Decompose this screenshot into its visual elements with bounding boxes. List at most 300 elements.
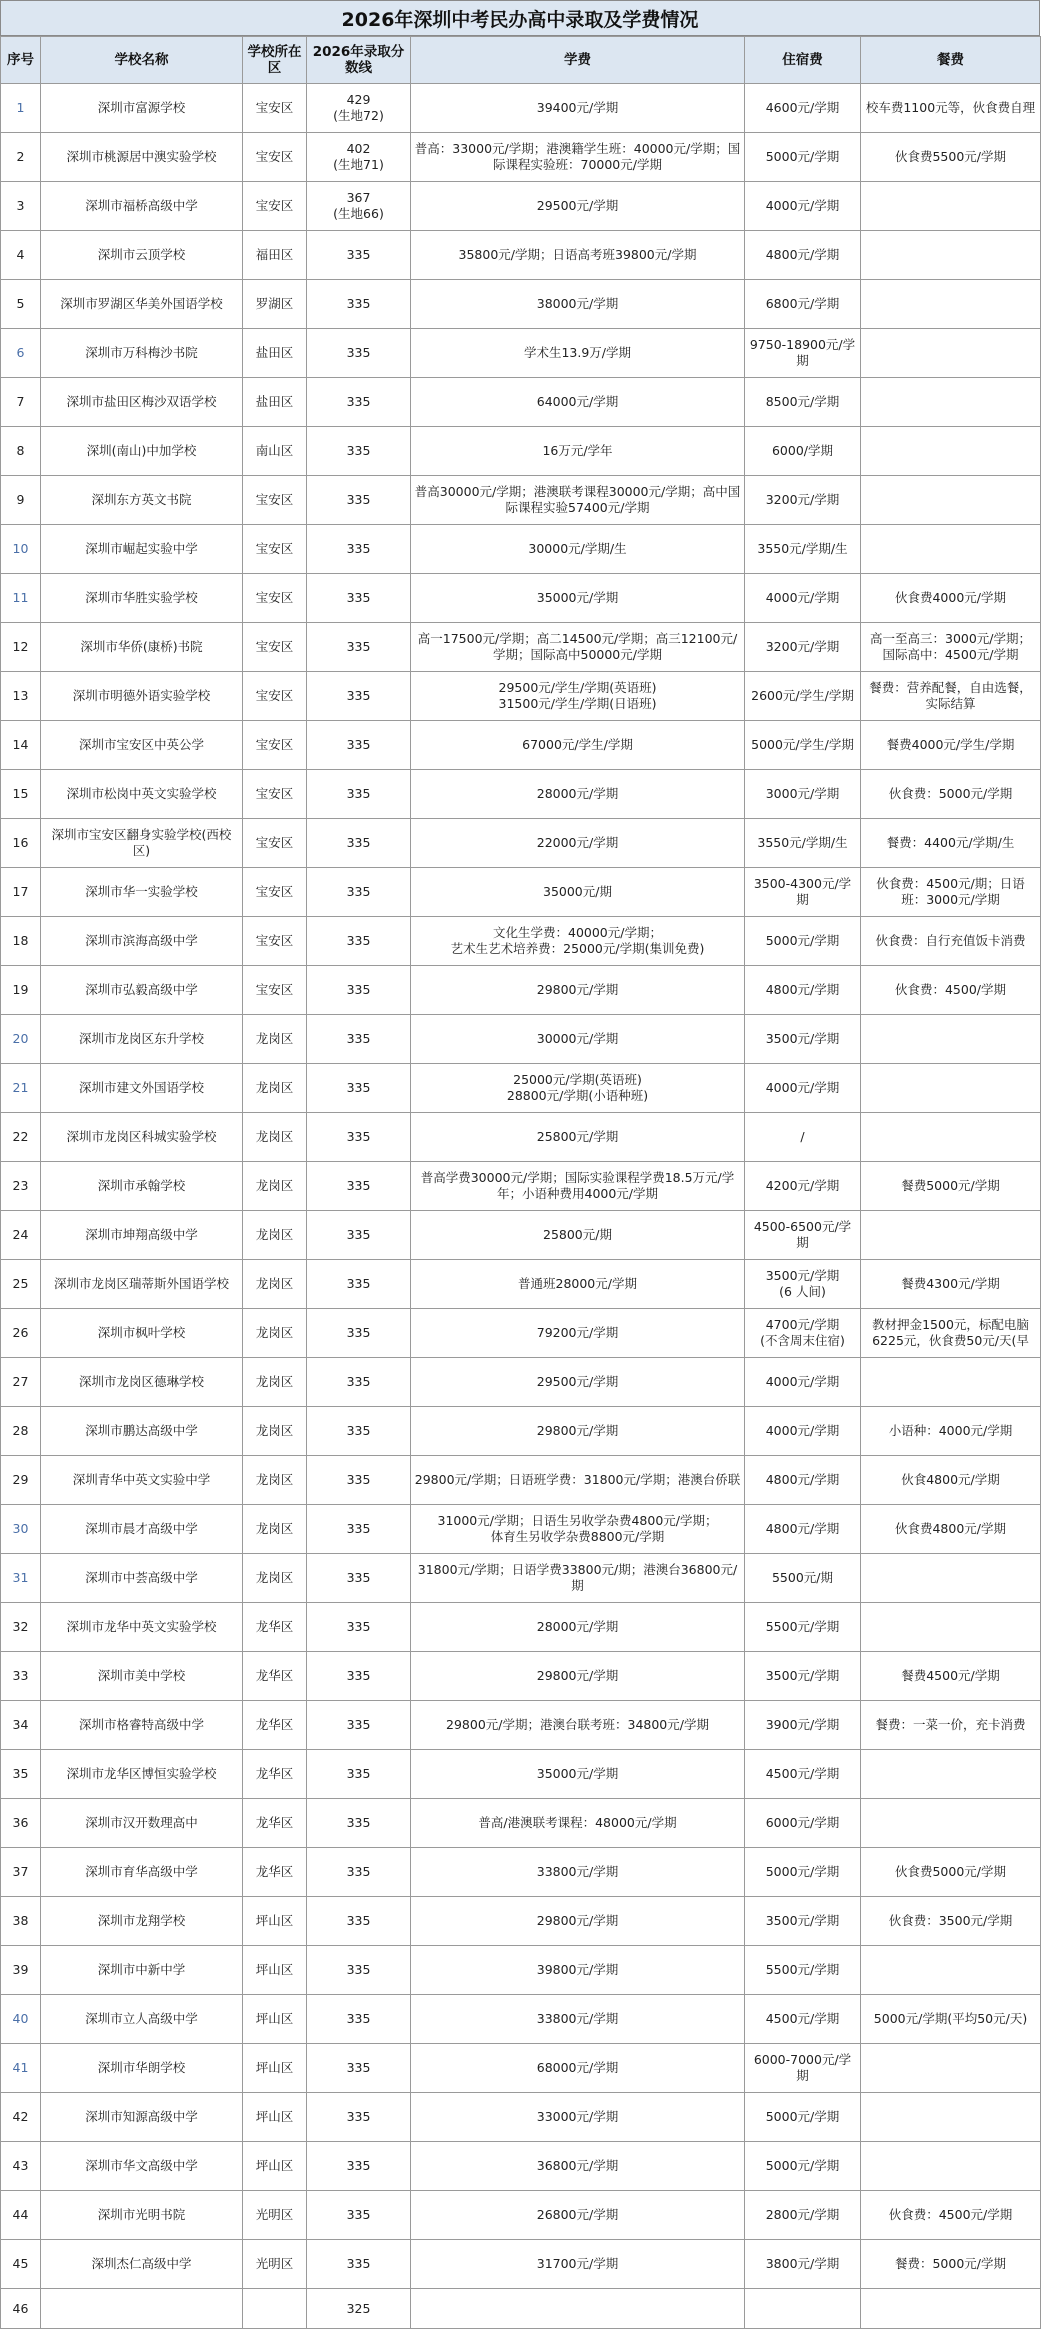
school-name: 深圳市松岗中英文实验学校 <box>41 770 243 819</box>
admission-score: 335 <box>307 2240 411 2289</box>
accommodation-fee: 4500-6500元/学期 <box>745 1211 861 1260</box>
meal-fee <box>861 329 1041 378</box>
tuition-fee: 68000元/学期 <box>411 2044 745 2093</box>
meal-fee <box>861 525 1041 574</box>
admission-score: 335 <box>307 2044 411 2093</box>
tuition-fee: 普高30000元/学期；港澳联考课程30000元/学期；高中国际课程实验57400元/学期 <box>411 476 745 525</box>
row-index: 7 <box>1 378 41 427</box>
table-row <box>1 280 1041 329</box>
school-name: 深圳杰仁高级中学 <box>41 2240 243 2289</box>
header-score: 2026年录取分数线 <box>307 37 411 84</box>
meal-fee: 餐费：4400元/学期/生 <box>861 819 1041 868</box>
row-index: 42 <box>1 2093 41 2142</box>
school-name: 深圳市华胜实验学校 <box>41 574 243 623</box>
admission-score: 335 <box>307 1015 411 1064</box>
admission-score: 335 <box>307 427 411 476</box>
tuition-fee: 79200元/学期 <box>411 1309 745 1358</box>
admission-score: 335 <box>307 672 411 721</box>
row-index: 1 <box>1 84 41 133</box>
meal-fee <box>861 2289 1041 2329</box>
district: 宝安区 <box>243 84 307 133</box>
table-row <box>1 2093 1041 2142</box>
admission-score: 335 <box>307 1309 411 1358</box>
tuition-fee: 29500元/学生/学期(英语班) 31500元/学生/学期(日语班) <box>411 672 745 721</box>
tuition-fee: 普高/港澳联考课程：48000元/学期 <box>411 1799 745 1848</box>
admission-score: 335 <box>307 1113 411 1162</box>
accommodation-fee: 3000元/学期 <box>745 770 861 819</box>
district: 龙岗区 <box>243 1407 307 1456</box>
school-name: 深圳市崛起实验中学 <box>41 525 243 574</box>
meal-fee <box>861 182 1041 231</box>
row-index: 14 <box>1 721 41 770</box>
district: 宝安区 <box>243 133 307 182</box>
meal-fee: 餐费：5000元/学期 <box>861 2240 1041 2289</box>
meal-fee: 伙食费：自行充值饭卡消费 <box>861 917 1041 966</box>
table-row <box>1 1456 1041 1505</box>
tuition-fee: 31800元/学期；日语学费33800元/期；港澳台36800元/期 <box>411 1554 745 1603</box>
district: 龙华区 <box>243 1848 307 1897</box>
tuition-fee: 35000元/学期 <box>411 1750 745 1799</box>
meal-fee <box>861 427 1041 476</box>
row-index: 11 <box>1 574 41 623</box>
school-name: 深圳市枫叶学校 <box>41 1309 243 1358</box>
admission-score: 335 <box>307 819 411 868</box>
district: 宝安区 <box>243 868 307 917</box>
table-body <box>1 84 1041 2329</box>
header-tuition: 学费 <box>411 37 745 84</box>
meal-fee: 伙食费4800元/学期 <box>861 1505 1041 1554</box>
meal-fee <box>861 1750 1041 1799</box>
district: 坪山区 <box>243 1995 307 2044</box>
accommodation-fee: 4000元/学期 <box>745 182 861 231</box>
tuition-fee: 29800元/学期 <box>411 1652 745 1701</box>
accommodation-fee: 6000元/学期 <box>745 1799 861 1848</box>
school-name <box>41 2289 243 2329</box>
accommodation-fee: 5000元/学生/学期 <box>745 721 861 770</box>
tuition-fee: 高一17500元/学期；高二14500元/学期；高三12100元/学期；国际高中50000元/学期 <box>411 623 745 672</box>
tuition-fee: 30000元/学期 <box>411 1015 745 1064</box>
row-index: 8 <box>1 427 41 476</box>
tuition-fee: 38000元/学期 <box>411 280 745 329</box>
district: 龙岗区 <box>243 1554 307 1603</box>
district: 龙岗区 <box>243 1211 307 1260</box>
header-meal: 餐费 <box>861 37 1041 84</box>
meal-fee <box>861 1946 1041 1995</box>
school-name: 深圳市坤翔高级中学 <box>41 1211 243 1260</box>
table-row <box>1 1407 1041 1456</box>
school-name: 深圳(南山)中加学校 <box>41 427 243 476</box>
school-name: 深圳市龙岗区东升学校 <box>41 1015 243 1064</box>
district: 宝安区 <box>243 917 307 966</box>
table-row <box>1 917 1041 966</box>
school-name: 深圳市盐田区梅沙双语学校 <box>41 378 243 427</box>
district: 龙岗区 <box>243 1505 307 1554</box>
meal-fee <box>861 280 1041 329</box>
district: 宝安区 <box>243 770 307 819</box>
district: 龙华区 <box>243 1799 307 1848</box>
admission-score: 335 <box>307 1407 411 1456</box>
district: 龙岗区 <box>243 1456 307 1505</box>
row-index: 27 <box>1 1358 41 1407</box>
row-index: 37 <box>1 1848 41 1897</box>
row-index: 2 <box>1 133 41 182</box>
school-name: 深圳市育华高级中学 <box>41 1848 243 1897</box>
tuition-fee: 31700元/学期 <box>411 2240 745 2289</box>
row-index: 9 <box>1 476 41 525</box>
tuition-fee: 学术生13.9万/学期 <box>411 329 745 378</box>
school-name: 深圳市弘毅高级中学 <box>41 966 243 1015</box>
table-row <box>1 574 1041 623</box>
tuition-fee: 36800元/学期 <box>411 2142 745 2191</box>
meal-fee <box>861 2142 1041 2191</box>
admission-score: 335 <box>307 623 411 672</box>
school-name: 深圳市汉开数理高中 <box>41 1799 243 1848</box>
admission-score: 335 <box>307 1358 411 1407</box>
table-row <box>1 966 1041 1015</box>
tuition-fee: 31000元/学期；日语生另收学杂费4800元/学期； 体育生另收学杂费8800元/学期 <box>411 1505 745 1554</box>
district: 龙华区 <box>243 1750 307 1799</box>
admission-score: 335 <box>307 966 411 1015</box>
table-row <box>1 1309 1041 1358</box>
school-name: 深圳市光明书院 <box>41 2191 243 2240</box>
row-index: 21 <box>1 1064 41 1113</box>
row-index: 13 <box>1 672 41 721</box>
header-district: 学校所在区 <box>243 37 307 84</box>
meal-fee: 伙食费：4500元/期；日语班：3000元/学期 <box>861 868 1041 917</box>
accommodation-fee: 3500-4300元/学期 <box>745 868 861 917</box>
tuition-fee: 29800元/学期 <box>411 1897 745 1946</box>
admission-score: 335 <box>307 231 411 280</box>
admission-score: 335 <box>307 574 411 623</box>
row-index: 20 <box>1 1015 41 1064</box>
district: 宝安区 <box>243 476 307 525</box>
district: 坪山区 <box>243 2093 307 2142</box>
table-row <box>1 1211 1041 1260</box>
accommodation-fee: 3500元/学期 <box>745 1652 861 1701</box>
tuition-fee: 29800元/学期 <box>411 1407 745 1456</box>
tuition-fee: 29800元/学期；日语班学费：31800元/学期；港澳台侨联 <box>411 1456 745 1505</box>
row-index: 39 <box>1 1946 41 1995</box>
table-row <box>1 1799 1041 1848</box>
district: 宝安区 <box>243 525 307 574</box>
accommodation-fee: 3900元/学期 <box>745 1701 861 1750</box>
school-name: 深圳市格睿特高级中学 <box>41 1701 243 1750</box>
tuition-table <box>0 36 1041 2329</box>
tuition-fee: 30000元/学期/生 <box>411 525 745 574</box>
table-row <box>1 427 1041 476</box>
school-name: 深圳市宝安区中英公学 <box>41 721 243 770</box>
table-row <box>1 525 1041 574</box>
district: 龙岗区 <box>243 1162 307 1211</box>
school-name: 深圳市华文高级中学 <box>41 2142 243 2191</box>
tuition-fee: 28000元/学期 <box>411 770 745 819</box>
tuition-fee: 33800元/学期 <box>411 1995 745 2044</box>
district: 龙岗区 <box>243 1260 307 1309</box>
accommodation-fee: 4200元/学期 <box>745 1162 861 1211</box>
accommodation-fee: 3800元/学期 <box>745 2240 861 2289</box>
table-row <box>1 476 1041 525</box>
meal-fee: 5000元/学期(平均50元/天) <box>861 1995 1041 2044</box>
admission-score: 335 <box>307 476 411 525</box>
accommodation-fee: 4500元/学期 <box>745 1750 861 1799</box>
admission-score: 335 <box>307 1701 411 1750</box>
admission-score: 335 <box>307 1505 411 1554</box>
meal-fee: 校车费1100元等，伙食费自理 <box>861 84 1041 133</box>
row-index: 33 <box>1 1652 41 1701</box>
accommodation-fee: 2600元/学生/学期 <box>745 672 861 721</box>
table-row <box>1 84 1041 133</box>
meal-fee <box>861 476 1041 525</box>
row-index: 18 <box>1 917 41 966</box>
meal-fee: 餐费4000元/学生/学期 <box>861 721 1041 770</box>
school-name: 深圳市知源高级中学 <box>41 2093 243 2142</box>
district: 宝安区 <box>243 182 307 231</box>
admission-score: 335 <box>307 525 411 574</box>
accommodation-fee: / <box>745 1113 861 1162</box>
accommodation-fee: 3200元/学期 <box>745 476 861 525</box>
admission-score: 335 <box>307 2191 411 2240</box>
row-index: 34 <box>1 1701 41 1750</box>
school-name: 深圳市美中学校 <box>41 1652 243 1701</box>
tuition-fee: 16万元/学年 <box>411 427 745 476</box>
accommodation-fee: 5000元/学期 <box>745 133 861 182</box>
school-name: 深圳市明德外语实验学校 <box>41 672 243 721</box>
table-title: 2026年深圳中考民办高中录取及学费情况 <box>0 0 1040 36</box>
school-name: 深圳市福桥高级中学 <box>41 182 243 231</box>
row-index: 40 <box>1 1995 41 2044</box>
district: 龙华区 <box>243 1701 307 1750</box>
district: 宝安区 <box>243 623 307 672</box>
row-index: 22 <box>1 1113 41 1162</box>
admission-score: 335 <box>307 1652 411 1701</box>
meal-fee <box>861 1358 1041 1407</box>
row-index: 12 <box>1 623 41 672</box>
accommodation-fee: 3500元/学期 <box>745 1015 861 1064</box>
table-row <box>1 2191 1041 2240</box>
district: 光明区 <box>243 2191 307 2240</box>
table-row <box>1 1897 1041 1946</box>
meal-fee: 教材押金1500元，标配电脑6225元，伙食费50元/天(早 <box>861 1309 1041 1358</box>
row-index: 29 <box>1 1456 41 1505</box>
school-name: 深圳市龙华中英文实验学校 <box>41 1603 243 1652</box>
district: 南山区 <box>243 427 307 476</box>
admission-score: 335 <box>307 1064 411 1113</box>
table-row <box>1 329 1041 378</box>
school-name: 深圳市立人高级中学 <box>41 1995 243 2044</box>
school-name: 深圳市龙岗区科城实验学校 <box>41 1113 243 1162</box>
school-name: 深圳市中荟高级中学 <box>41 1554 243 1603</box>
admission-score: 335 <box>307 2142 411 2191</box>
accommodation-fee: 8500元/学期 <box>745 378 861 427</box>
tuition-fee: 33000元/学期 <box>411 2093 745 2142</box>
row-index: 41 <box>1 2044 41 2093</box>
table-row <box>1 1505 1041 1554</box>
school-name: 深圳市云顶学校 <box>41 231 243 280</box>
accommodation-fee: 4000元/学期 <box>745 1064 861 1113</box>
accommodation-fee: 4800元/学期 <box>745 231 861 280</box>
district: 宝安区 <box>243 574 307 623</box>
table-row <box>1 2240 1041 2289</box>
admission-score: 429 (生地72) <box>307 84 411 133</box>
tuition-fee: 39400元/学期 <box>411 84 745 133</box>
table-row <box>1 1064 1041 1113</box>
tuition-fee: 文化生学费：40000元/学期； 艺术生艺术培养费：25000元/学期(集训免费) <box>411 917 745 966</box>
row-index: 30 <box>1 1505 41 1554</box>
table-row <box>1 182 1041 231</box>
admission-score: 335 <box>307 1554 411 1603</box>
accommodation-fee: 3500元/学期 (6 人间) <box>745 1260 861 1309</box>
row-index: 43 <box>1 2142 41 2191</box>
meal-fee: 伙食费：3500元/学期 <box>861 1897 1041 1946</box>
accommodation-fee: 4500元/学期 <box>745 1995 861 2044</box>
table-row <box>1 133 1041 182</box>
district: 光明区 <box>243 2240 307 2289</box>
meal-fee: 餐费5000元/学期 <box>861 1162 1041 1211</box>
row-index: 38 <box>1 1897 41 1946</box>
meal-fee: 伙食费：5000元/学期 <box>861 770 1041 819</box>
accommodation-fee: 5500元/学期 <box>745 1603 861 1652</box>
meal-fee: 餐费4500元/学期 <box>861 1652 1041 1701</box>
accommodation-fee: 6800元/学期 <box>745 280 861 329</box>
accommodation-fee: 5000元/学期 <box>745 2093 861 2142</box>
tuition-fee: 22000元/学期 <box>411 819 745 868</box>
header-school-name: 学校名称 <box>41 37 243 84</box>
row-index: 23 <box>1 1162 41 1211</box>
table-row <box>1 623 1041 672</box>
table-row <box>1 868 1041 917</box>
district: 坪山区 <box>243 1897 307 1946</box>
meal-fee: 伙食费：4500元/学期 <box>861 2191 1041 2240</box>
school-name: 深圳市万科梅沙书院 <box>41 329 243 378</box>
meal-fee <box>861 2093 1041 2142</box>
school-name: 深圳市罗湖区华美外国语学校 <box>41 280 243 329</box>
school-name: 深圳市龙翔学校 <box>41 1897 243 1946</box>
district: 坪山区 <box>243 2044 307 2093</box>
row-index: 46 <box>1 2289 41 2329</box>
accommodation-fee: 2800元/学期 <box>745 2191 861 2240</box>
accommodation-fee: 6000-7000元/学期 <box>745 2044 861 2093</box>
row-index: 35 <box>1 1750 41 1799</box>
accommodation-fee: 4000元/学期 <box>745 574 861 623</box>
district: 坪山区 <box>243 2142 307 2191</box>
school-name: 深圳市中新中学 <box>41 1946 243 1995</box>
meal-fee: 伙食费5500元/学期 <box>861 133 1041 182</box>
district: 龙岗区 <box>243 1064 307 1113</box>
tuition-fee: 67000元/学生/学期 <box>411 721 745 770</box>
row-index: 6 <box>1 329 41 378</box>
row-index: 5 <box>1 280 41 329</box>
school-name: 深圳市富源学校 <box>41 84 243 133</box>
accommodation-fee: 6000/学期 <box>745 427 861 476</box>
meal-fee <box>861 1211 1041 1260</box>
tuition-fee: 29800元/学期 <box>411 966 745 1015</box>
row-index: 24 <box>1 1211 41 1260</box>
district: 宝安区 <box>243 819 307 868</box>
accommodation-fee: 5000元/学期 <box>745 917 861 966</box>
school-name: 深圳市龙岗区瑞蒂斯外国语学校 <box>41 1260 243 1309</box>
admission-score: 335 <box>307 1211 411 1260</box>
admission-score: 335 <box>307 917 411 966</box>
accommodation-fee: 4800元/学期 <box>745 1456 861 1505</box>
district: 宝安区 <box>243 721 307 770</box>
table-row <box>1 1015 1041 1064</box>
admission-score: 335 <box>307 1750 411 1799</box>
accommodation-fee <box>745 2289 861 2329</box>
tuition-fee: 29500元/学期 <box>411 1358 745 1407</box>
accommodation-fee: 4000元/学期 <box>745 1358 861 1407</box>
meal-fee <box>861 231 1041 280</box>
district: 龙岗区 <box>243 1113 307 1162</box>
accommodation-fee: 4700元/学期 (不含周末住宿) <box>745 1309 861 1358</box>
school-name: 深圳市桃源居中澳实验学校 <box>41 133 243 182</box>
meal-fee <box>861 378 1041 427</box>
tuition-fee: 28000元/学期 <box>411 1603 745 1652</box>
district: 福田区 <box>243 231 307 280</box>
table-row <box>1 1358 1041 1407</box>
table-row <box>1 1750 1041 1799</box>
district: 宝安区 <box>243 966 307 1015</box>
row-index: 4 <box>1 231 41 280</box>
accommodation-fee: 5000元/学期 <box>745 2142 861 2191</box>
header-row <box>1 37 1041 84</box>
accommodation-fee: 3550元/学期/生 <box>745 819 861 868</box>
school-name: 深圳市鹏达高级中学 <box>41 1407 243 1456</box>
tuition-fee: 25800元/期 <box>411 1211 745 1260</box>
accommodation-fee: 3200元/学期 <box>745 623 861 672</box>
header-index: 序号 <box>1 37 41 84</box>
table-row <box>1 672 1041 721</box>
district: 龙华区 <box>243 1603 307 1652</box>
row-index: 28 <box>1 1407 41 1456</box>
admission-score: 335 <box>307 2093 411 2142</box>
tuition-fee: 普高学费30000元/学期；国际实验课程学费18.5万元/学年；小语种费用4000元/学期 <box>411 1162 745 1211</box>
meal-fee: 小语种：4000元/学期 <box>861 1407 1041 1456</box>
row-index: 25 <box>1 1260 41 1309</box>
admission-score: 335 <box>307 1162 411 1211</box>
admission-score: 335 <box>307 1946 411 1995</box>
tuition-fee: 35000元/期 <box>411 868 745 917</box>
row-index: 44 <box>1 2191 41 2240</box>
table-row <box>1 1113 1041 1162</box>
row-index: 26 <box>1 1309 41 1358</box>
meal-fee <box>861 1603 1041 1652</box>
meal-fee <box>861 1113 1041 1162</box>
school-name: 深圳市建文外国语学校 <box>41 1064 243 1113</box>
header-accommodation: 住宿费 <box>745 37 861 84</box>
tuition-fee: 29500元/学期 <box>411 182 745 231</box>
table-row <box>1 2289 1041 2329</box>
admission-score: 335 <box>307 378 411 427</box>
row-index: 10 <box>1 525 41 574</box>
meal-fee <box>861 1015 1041 1064</box>
tuition-fee: 普通班28000元/学期 <box>411 1260 745 1309</box>
table-row <box>1 1848 1041 1897</box>
district: 龙岗区 <box>243 1309 307 1358</box>
accommodation-fee: 5000元/学期 <box>745 1848 861 1897</box>
table-row <box>1 2142 1041 2191</box>
accommodation-fee: 5500元/学期 <box>745 1946 861 1995</box>
row-index: 32 <box>1 1603 41 1652</box>
table-row <box>1 819 1041 868</box>
accommodation-fee: 5500元/期 <box>745 1554 861 1603</box>
tuition-fee: 35000元/学期 <box>411 574 745 623</box>
tuition-fee <box>411 2289 745 2329</box>
meal-fee: 餐费：一菜一价，充卡消费 <box>861 1701 1041 1750</box>
table-row <box>1 1554 1041 1603</box>
table-row <box>1 1701 1041 1750</box>
school-name: 深圳市龙岗区德琳学校 <box>41 1358 243 1407</box>
accommodation-fee: 9750-18900元/学期 <box>745 329 861 378</box>
